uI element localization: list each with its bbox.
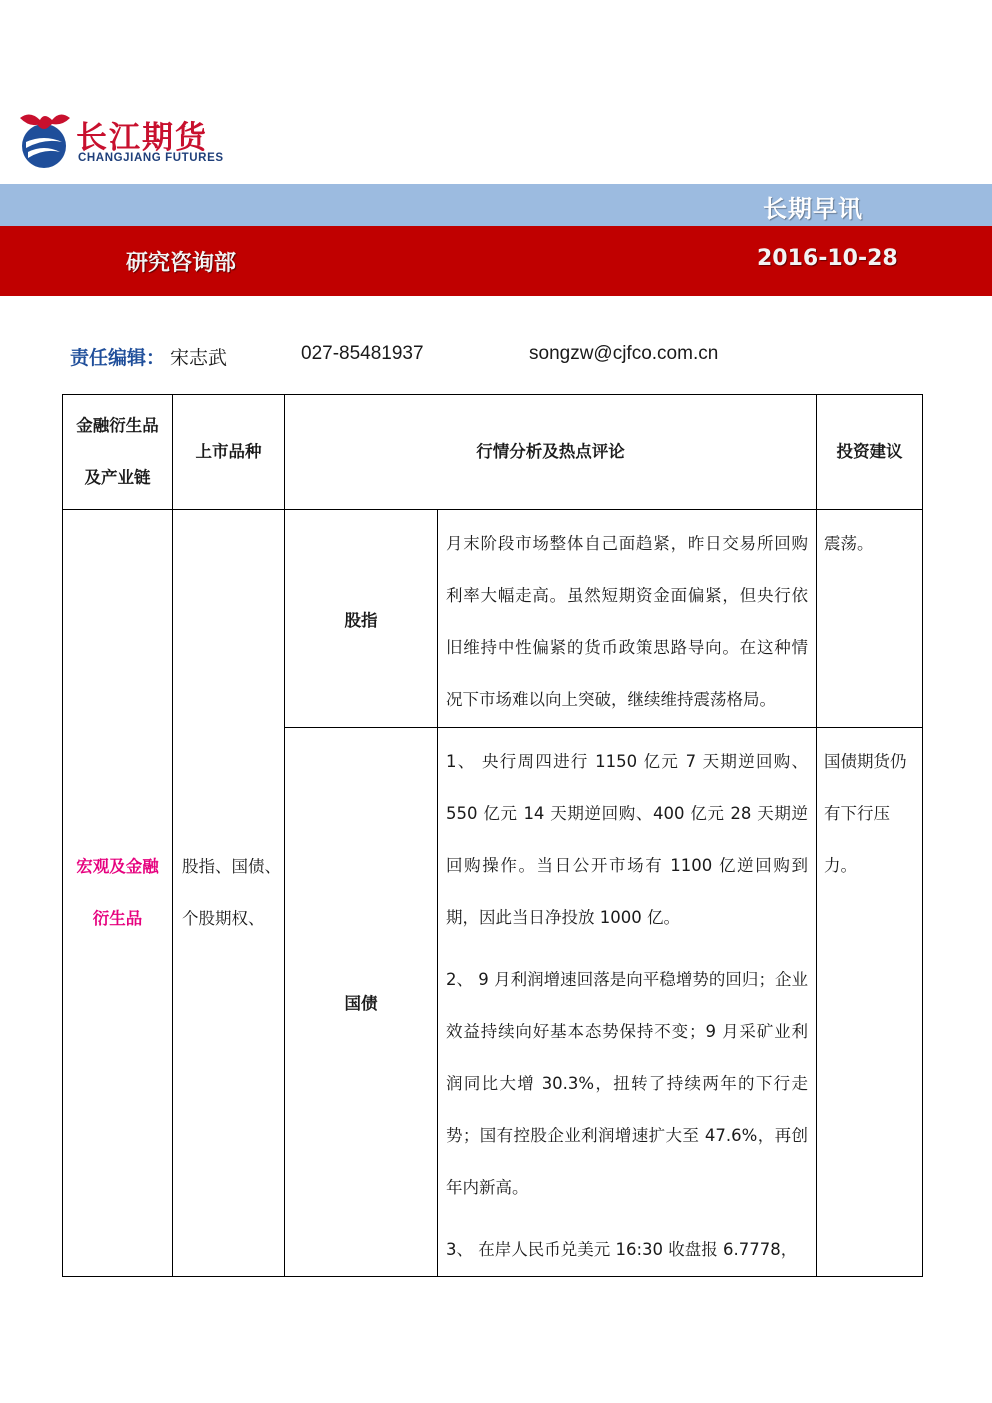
department-date-band [0, 226, 992, 296]
report-date: 2016-10-28 [757, 246, 898, 271]
listed-line2: 个股期权、 [182, 909, 265, 928]
analysis-paragraph: 3、 在岸人民币兑美元 16:30 收盘报 6.7778， [446, 1240, 798, 1259]
advice-stock-index: 震荡。 [817, 510, 923, 728]
category-line1: 宏观及金融 [76, 857, 159, 876]
editor-email: songzw@cjfco.com.cn [529, 343, 719, 364]
analysis-stock-index [438, 510, 817, 728]
analysis-paragraph: 月末阶段市场整体自己面趋紧，昨日交易所回购利率大幅走高。虽然短期资金面偏紧，但央行依旧维持中性偏紧的货币政策思路导向。在这种情况下市场难以向上突破，继续维持震荡格局。 [446, 534, 808, 709]
listed-line1: 股指、国债、 [182, 857, 281, 876]
table-header-row [63, 395, 923, 510]
analysis-paragraph: 2、 9 月利润增速回落是向平稳增势的回归；企业效益持续向好基本态势保持不变；9 月采矿业利润同比大增 30.3%，扭转了持续两年的下行走势；国有控股企业利润增速扩大至 47.6%，再创年内新高。 [446, 970, 808, 1197]
editor-phone: 027-85481937 [301, 343, 424, 364]
table-row [63, 510, 923, 728]
report-title-band [0, 184, 992, 226]
editor-info [0, 343, 992, 369]
company-logo [18, 108, 258, 172]
analysis-treasury-bond [438, 728, 817, 1277]
advice-treasury-bond: 国债期货仍有下行压力。 [817, 728, 923, 1277]
category-line2: 衍生品 [92, 909, 143, 928]
product-stock-index: 股指 [285, 510, 438, 728]
analysis-paragraph: 1、 央行周四进行 1150 亿元 7 天期逆回购、550 亿元 14 天期逆回购、400 亿元 28 天期逆回购操作。当日公开市场有 1100 亿逆回购到期，因此当日净投放 1000 亿。 [446, 752, 808, 927]
report-title: 长期早讯 [763, 195, 863, 223]
header-listed-products: 上市品种 [173, 395, 285, 510]
logo-english-text: CHANGJIANG FUTURES [78, 152, 224, 164]
header-derivatives-chain-line2: 及产业链 [84, 468, 151, 487]
editor-label: 责任编辑： [70, 347, 166, 369]
category-cell [63, 510, 173, 1277]
logo-chinese-text: 长江期货 [76, 120, 208, 156]
editor-name: 宋志武 [170, 347, 228, 369]
product-treasury-bond: 国债 [285, 728, 438, 1277]
listed-products-cell [173, 510, 285, 1277]
department-name: 研究咨询部 [126, 251, 237, 276]
logo-emblem-icon [18, 108, 74, 172]
market-analysis-table [62, 394, 923, 1277]
header-derivatives-chain [63, 395, 173, 510]
header-analysis: 行情分析及热点评论 [285, 395, 817, 510]
header-advice: 投资建议 [817, 395, 923, 510]
header-derivatives-chain-line1: 金融衍生品 [76, 416, 159, 435]
